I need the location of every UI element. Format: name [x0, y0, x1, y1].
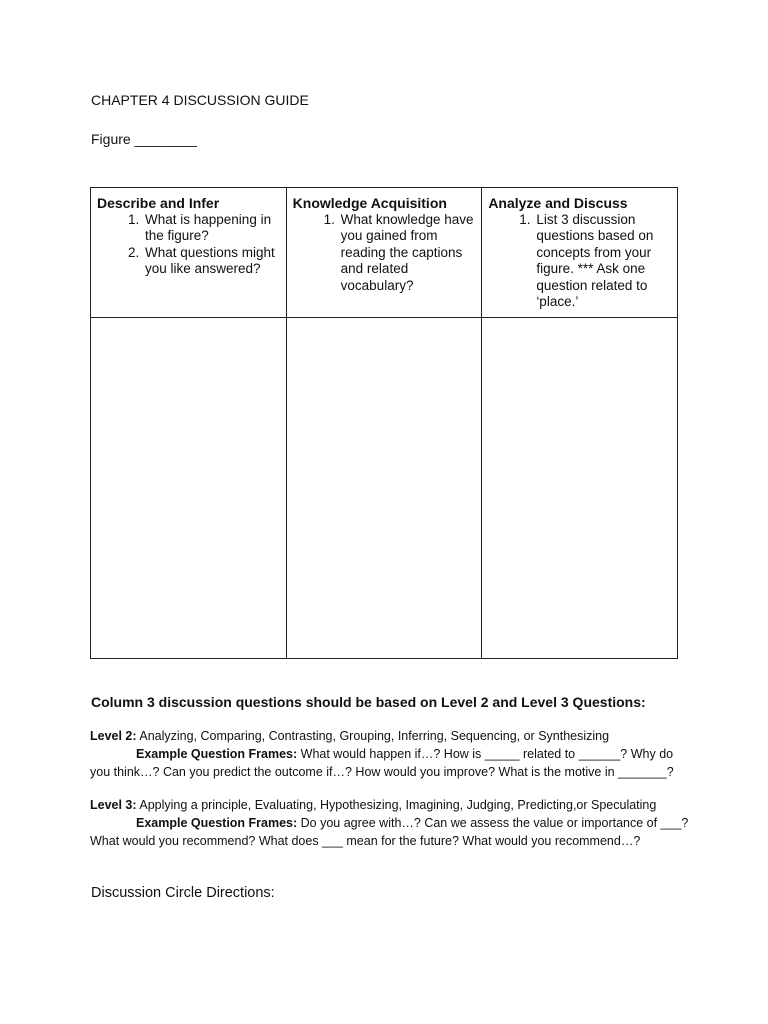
column-heading: Analyze and Discuss — [488, 195, 628, 211]
level-2-skills: Analyzing, Comparing, Contrasting, Grouping, Inferring, Sequencing, or Synthesizing — [139, 729, 610, 743]
question-item: 1. What is happening in the figure? — [143, 212, 280, 245]
level-3-block — [90, 796, 690, 850]
column-analyze-and-discuss — [482, 188, 678, 318]
question-list — [293, 212, 476, 295]
answer-cell-analyze-and-discuss[interactable] — [482, 317, 678, 658]
answer-cell-describe-and-infer[interactable] — [91, 317, 287, 658]
question-list — [488, 212, 671, 311]
level-2-label: Level 2: — [90, 729, 137, 743]
question-item: 1. What knowledge have you gained from reading the captions and related vocabulary? — [339, 212, 476, 295]
level-3-label: Level 3: — [90, 798, 137, 812]
question-item: 2. What questions might you like answered? — [143, 245, 280, 278]
table-header-row — [91, 188, 678, 318]
table-answer-row — [91, 317, 678, 658]
level-3-frames-label: Example Question Frames: — [136, 816, 298, 830]
question-item: 1. List 3 discussion questions based on concepts from your figure. *** Ask one question related to ‘place.’ — [534, 212, 671, 311]
answer-cell-knowledge-acquisition[interactable] — [286, 317, 482, 658]
level-2-frames-text: What would happen if…? How is _____ related to ______? Why do you think…? Can you predict the outcome if…? How would you improve? What is the motive in _______? — [90, 747, 674, 779]
page-title: CHAPTER 4 DISCUSSION GUIDE — [91, 92, 309, 108]
level-2-block — [90, 727, 690, 781]
discussion-circle-directions-heading: Discussion Circle Directions: — [91, 885, 275, 901]
question-list — [97, 212, 280, 278]
column3-instructions-heading: Column 3 discussion questions should be based on Level 2 and Level 3 Questions: — [91, 694, 646, 710]
column-heading: Knowledge Acquisition — [292, 195, 447, 211]
column-heading: Describe and Infer — [97, 195, 220, 211]
discussion-table — [90, 187, 678, 659]
level-3-skills: Applying a principle, Evaluating, Hypothesizing, Imagining, Judging, Predicting,or Speculating — [139, 798, 657, 812]
column-knowledge-acquisition — [286, 188, 482, 318]
column-describe-and-infer — [91, 188, 287, 318]
level-2-frames-label: Example Question Frames: — [136, 747, 298, 761]
level-3-frames-text: Do you agree with…? Can we assess the value or importance of ___? What would you recommend? What does ___ mean for the future? What would you recommend…? — [90, 816, 689, 848]
figure-number-line: Figure ________ — [91, 131, 197, 147]
